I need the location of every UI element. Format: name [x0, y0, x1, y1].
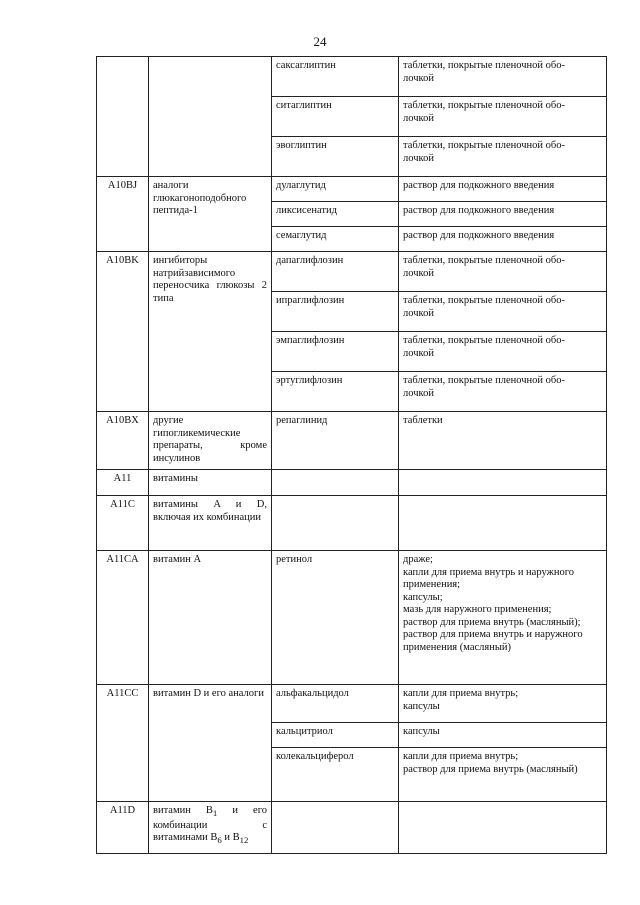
dosage-form-cell: таблетки, покрытые пленочной обо- лочкой — [399, 372, 607, 412]
atc-code-cell — [97, 57, 149, 177]
table-row — [97, 412, 607, 470]
inn-cell: ипраглифлозин — [272, 292, 399, 332]
group-cell: другие гипогликемические препараты, кроме инсулинов — [149, 412, 272, 470]
atc-code-cell: A10BJ — [97, 177, 149, 252]
dosage-form-cell: таблетки, покрытые пленочной обо- лочкой — [399, 252, 607, 292]
subscript: 6 — [217, 835, 222, 846]
group-cell: витамин D и его аналоги — [149, 685, 272, 802]
group-cell — [149, 802, 272, 854]
dosage-form-cell — [399, 470, 607, 496]
inn-cell: семаглутид — [272, 227, 399, 252]
dosage-form-cell: капли для приема внутрь; раствор для приема внутрь (масляный) — [399, 748, 607, 802]
inn-cell: эмпаглифлозин — [272, 332, 399, 372]
table-row — [97, 551, 607, 685]
page-number: 24 — [313, 34, 327, 49]
inn-cell: дапаглифлозин — [272, 252, 399, 292]
group-cell: ингибиторы натрийзависимого переносчика глюкозы 2 типа — [149, 252, 272, 412]
dosage-form-cell: таблетки, покрытые пленочной обо- лочкой — [399, 292, 607, 332]
atc-code-cell: A11CA — [97, 551, 149, 685]
subscript: 1 — [212, 808, 218, 819]
atc-code-cell: A11 — [97, 470, 149, 496]
group-text-part: витамин B — [153, 805, 213, 816]
dosage-form-cell: таблетки, покрытые пленочной обо- лочкой — [399, 137, 607, 177]
inn-cell: эртуглифлозин — [272, 372, 399, 412]
dosage-form-cell: таблетки — [399, 412, 607, 470]
dosage-form-cell: драже; капли для приема внутрь и наружного применения; капсулы; мазь для наружного применения; раствор для приема внутрь (масляный); раствор для приема внутрь и наружного применения (масляный) — [399, 551, 607, 685]
table-row — [97, 177, 607, 202]
atc-code-cell: A11D — [97, 802, 149, 854]
table-row — [97, 252, 607, 292]
inn-cell: колекальциферол — [272, 748, 399, 802]
inn-cell: альфакальцидол — [272, 685, 399, 723]
dosage-form-cell: капли для приема внутрь; капсулы — [399, 685, 607, 723]
atc-code-cell: A10BX — [97, 412, 149, 470]
inn-cell: саксаглиптин — [272, 57, 399, 97]
dosage-form-cell: раствор для подкожного введения — [399, 202, 607, 227]
dosage-form-cell — [399, 496, 607, 551]
dosage-form-cell: раствор для подкожного введения — [399, 177, 607, 202]
group-text-part: и B — [221, 832, 240, 844]
inn-cell: эвоглиптин — [272, 137, 399, 177]
group-text-part: и его комбинации с витаминами B — [153, 805, 268, 844]
table-row — [97, 496, 607, 551]
dosage-form-cell — [399, 802, 607, 854]
subscript: 12 — [239, 835, 249, 846]
inn-cell — [272, 802, 399, 854]
inn-cell: репаглинид — [272, 412, 399, 470]
inn-cell: ситаглиптин — [272, 97, 399, 137]
table-row — [97, 57, 607, 97]
inn-cell: дулаглутид — [272, 177, 399, 202]
dosage-form-cell: раствор для подкожного введения — [399, 227, 607, 252]
atc-code-cell: A10BK — [97, 252, 149, 412]
group-cell: аналоги глюкагоноподобного пептида-1 — [149, 177, 272, 252]
inn-cell: ретинол — [272, 551, 399, 685]
table-row — [97, 802, 607, 854]
inn-cell — [272, 470, 399, 496]
inn-cell: ликсисенатид — [272, 202, 399, 227]
table-row — [97, 685, 607, 723]
group-cell: витамины — [149, 470, 272, 496]
group-cell — [149, 57, 272, 177]
dosage-form-cell: таблетки, покрытые пленочной обо- лочкой — [399, 332, 607, 372]
atc-code-cell: A11CC — [97, 685, 149, 802]
dosage-form-cell: капсулы — [399, 723, 607, 748]
group-cell: витамины A и D, включая их комбинации — [149, 496, 272, 551]
group-cell: витамин A — [149, 551, 272, 685]
atc-code-cell: A11C — [97, 496, 149, 551]
drug-table — [96, 56, 607, 854]
inn-cell — [272, 496, 399, 551]
dosage-form-cell: таблетки, покрытые пленочной обо- лочкой — [399, 57, 607, 97]
table-row — [97, 470, 607, 496]
dosage-form-cell: таблетки, покрытые пленочной обо- лочкой — [399, 97, 607, 137]
inn-cell: кальцитриол — [272, 723, 399, 748]
